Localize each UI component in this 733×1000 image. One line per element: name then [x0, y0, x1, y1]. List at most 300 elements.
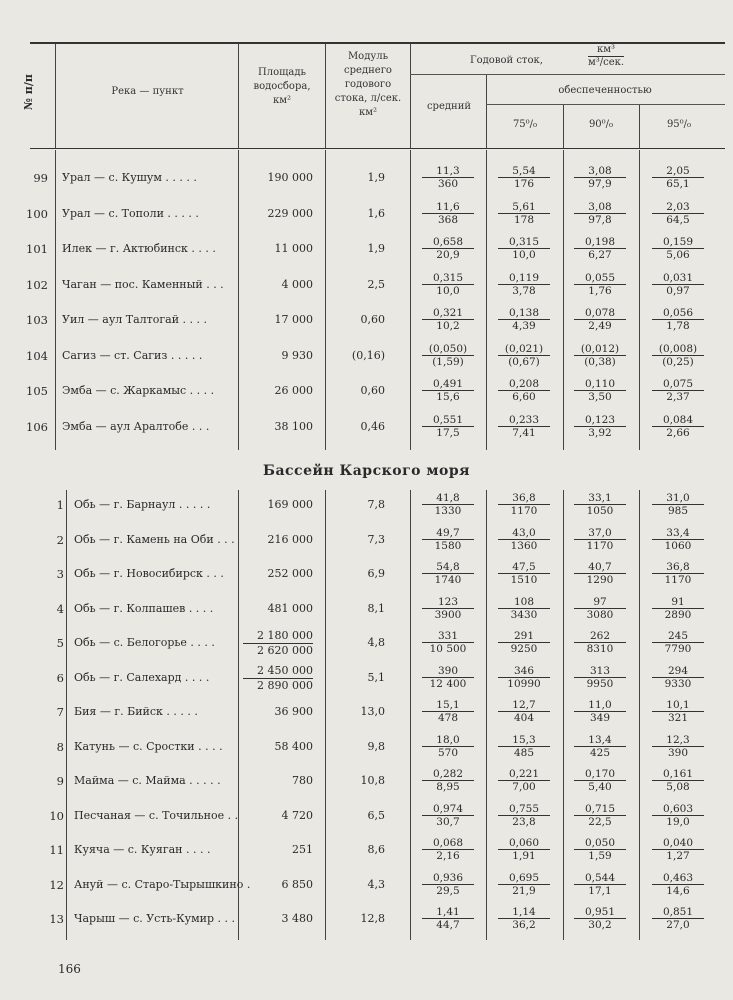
runoff-p90-km3: 0,110	[574, 378, 626, 391]
runoff-p75	[498, 272, 550, 297]
runoff-p75	[498, 201, 550, 226]
runoff-p75	[498, 343, 550, 368]
runoff-p75-km3: 1,14	[498, 906, 550, 919]
runoff-p95	[652, 872, 704, 897]
catchment-area: 481 000	[267, 601, 313, 615]
runoff-modulus: 1,9	[367, 171, 385, 184]
river-station: Песчаная — с. Точильное . .	[74, 808, 239, 822]
runoff-p90-m3s: 425	[589, 746, 611, 759]
runoff-p95-m3s: 27,0	[666, 919, 690, 931]
row-number: 10	[49, 808, 64, 823]
runoff-mean-m3s: 2,16	[436, 850, 460, 862]
runoff-mean-m3s: 44,7	[436, 919, 460, 931]
runoff-p90-km3: 3,08	[574, 201, 626, 214]
runoff-p75-m3s: 485	[513, 746, 535, 759]
runoff-p75-km3: 47,5	[498, 561, 550, 574]
runoff-p75-km3: 0,755	[498, 803, 550, 816]
runoff-mean-m3s: 29,5	[436, 884, 460, 897]
runoff-mean-m3s: 30,7	[436, 815, 460, 828]
row-number: 13	[49, 912, 64, 926]
runoff-modulus: 7,3	[367, 532, 385, 546]
runoff-p75-m3s: 9250	[510, 643, 538, 655]
runoff-p95	[652, 803, 704, 828]
row-number: 3	[56, 567, 64, 581]
runoff-p90	[574, 492, 626, 517]
runoff-mean-km3: 0,068	[422, 837, 474, 850]
runoff-p75	[498, 414, 550, 439]
runoff-p75-km3: 291	[498, 630, 550, 643]
catchment-area: 11 000	[274, 242, 313, 255]
runoff-mean-m3s: 12 400	[429, 677, 467, 690]
runoff-mean-km3: 49,7	[422, 527, 474, 540]
runoff-mean	[422, 665, 474, 690]
runoff-mean	[422, 236, 474, 261]
runoff-modulus: 0,60	[360, 313, 385, 326]
runoff-p75	[498, 561, 550, 586]
runoff-mean	[422, 527, 474, 552]
catchment-area-1: 2 450 000	[257, 663, 313, 677]
header-p75: 75⁰/₀	[512, 119, 538, 130]
runoff-p95-km3: 0,603	[652, 803, 704, 816]
table-row	[0, 412, 733, 448]
table-row	[0, 835, 733, 871]
runoff-p90-m3s: 3080	[586, 608, 614, 621]
runoff-p75-m3s: 7,41	[512, 426, 536, 439]
runoff-p90-m3s: 5,40	[588, 781, 612, 793]
runoff-p75-m3s: 10990	[507, 677, 541, 690]
runoff-p95-m3s: 1,27	[666, 850, 690, 862]
runoff-p75-km3: 0,060	[498, 837, 550, 850]
runoff-p95-m3s: 1060	[664, 539, 692, 552]
runoff-mean-km3: 11,6	[422, 201, 474, 214]
runoff-p90-m3s: 3,50	[588, 391, 612, 403]
row-number: 101	[26, 242, 48, 256]
runoff-modulus: 13,0	[360, 705, 385, 718]
runoff-mean	[422, 596, 474, 621]
runoff-modulus: 1,6	[367, 206, 385, 220]
table-row	[0, 697, 733, 733]
runoff-mean	[422, 803, 474, 828]
runoff-p95-km3: 2,05	[652, 165, 704, 178]
runoff-p75	[498, 803, 550, 828]
runoff-p75-km3: 0,208	[498, 378, 550, 391]
runoff-p90	[574, 596, 626, 621]
catchment-area	[243, 629, 313, 658]
runoff-p95-m3s: 390	[667, 746, 689, 759]
river-station: Катунь — с. Сростки . . . .	[74, 739, 223, 753]
runoff-p95	[652, 201, 704, 226]
runoff-p90	[574, 837, 626, 862]
header-runoff-unit	[588, 44, 624, 69]
col-divider	[410, 44, 411, 148]
runoff-mean-m3s: 1580	[434, 539, 462, 552]
row-number: 99	[33, 171, 48, 185]
catchment-area: 58 400	[274, 739, 313, 753]
runoff-mean-km3: 18,0	[422, 734, 474, 747]
header-bottom-rule	[30, 148, 725, 149]
runoff-p95-km3: 0,463	[652, 872, 704, 885]
runoff-mean-km3: 0,551	[422, 414, 474, 427]
runoff-p90-m3s: 17,1	[588, 884, 612, 897]
runoff-mean-m3s: 15,6	[436, 391, 460, 403]
table-row	[0, 801, 733, 837]
runoff-mean-km3: 331	[422, 630, 474, 643]
row-number: 12	[49, 877, 64, 892]
row-number: 104	[26, 348, 48, 363]
runoff-p75-m3s: 1360	[510, 539, 538, 552]
catchment-area: 169 000	[267, 498, 313, 511]
river-station: Обь — г. Колпашев . . . .	[74, 601, 214, 615]
runoff-mean-m3s: 570	[437, 746, 459, 759]
runoff-modulus: 0,60	[360, 384, 385, 397]
runoff-p95	[652, 165, 704, 190]
runoff-p90-m3s: 1,76	[588, 284, 612, 297]
runoff-mean-m3s: 478	[437, 712, 459, 724]
table-row	[0, 559, 733, 595]
col-divider	[563, 104, 564, 148]
runoff-p90-m3s: 22,5	[588, 815, 612, 828]
runoff-p95	[652, 699, 704, 724]
page-number: 166	[58, 962, 81, 976]
runoff-p90-m3s: 97,8	[588, 213, 612, 226]
runoff-p90-m3s: 6,27	[588, 249, 612, 261]
runoff-p90-km3: 0,951	[574, 906, 626, 919]
runoff-p95-m3s: 985	[667, 505, 689, 517]
runoff-mean	[422, 165, 474, 190]
runoff-p95-km3: 245	[652, 630, 704, 643]
runoff-p75-m3s: 6,60	[512, 391, 536, 403]
runoff-p95	[652, 665, 704, 690]
runoff-p95	[652, 378, 704, 403]
runoff-p95-m3s: 64,5	[666, 213, 690, 226]
row-number: 102	[26, 277, 48, 292]
runoff-p90	[574, 665, 626, 690]
row-number: 4	[56, 601, 64, 616]
table-row	[0, 766, 733, 802]
runoff-p90-km3: 97	[574, 596, 626, 609]
runoff-mean-m3s: 10,0	[436, 284, 460, 297]
runoff-p90	[574, 734, 626, 759]
runoff-mean-km3: 0,936	[422, 872, 474, 885]
runoff-p95	[652, 734, 704, 759]
runoff-mean-km3: 15,1	[422, 699, 474, 712]
catchment-area: 36 900	[274, 705, 313, 718]
runoff-p75-km3: 108	[498, 596, 550, 609]
runoff-mean-km3: 0,282	[422, 768, 474, 781]
catchment-area: 780	[292, 774, 313, 787]
runoff-p75	[498, 165, 550, 190]
runoff-p95	[652, 307, 704, 332]
runoff-modulus: 5,1	[367, 670, 385, 684]
runoff-p95	[652, 236, 704, 261]
runoff-p95-m3s: 0,97	[666, 284, 690, 297]
runoff-p95-m3s: 14,6	[666, 884, 690, 897]
runoff-p90	[574, 561, 626, 586]
runoff-mean	[422, 837, 474, 862]
runoff-mean	[422, 734, 474, 759]
runoff-p75	[498, 307, 550, 332]
table-row	[0, 594, 733, 630]
runoff-mean-km3: (0,050)	[422, 343, 474, 356]
runoff-p90-km3: 0,055	[574, 272, 626, 285]
runoff-p90	[574, 906, 626, 931]
runoff-p90	[574, 307, 626, 332]
runoff-p75	[498, 906, 550, 931]
runoff-p90-km3: 3,08	[574, 165, 626, 178]
runoff-mean	[422, 201, 474, 226]
runoff-p95-km3: 294	[652, 665, 704, 678]
header-prob: обеспеченностью	[558, 85, 652, 96]
runoff-p90	[574, 768, 626, 793]
runoff-p75-m3s: 23,8	[512, 815, 536, 828]
runoff-p90-km3: 0,715	[574, 803, 626, 816]
runoff-p75	[498, 527, 550, 552]
runoff-p95	[652, 596, 704, 621]
runoff-p75-km3: 0,119	[498, 272, 550, 285]
runoff-mean-km3: 11,3	[422, 165, 474, 178]
runoff-mean	[422, 307, 474, 332]
runoff-p75	[498, 665, 550, 690]
river-station: Обь — г. Новосибирск . . .	[74, 567, 224, 580]
row-number: 5	[56, 636, 64, 650]
runoff-p90-km3: 0,198	[574, 236, 626, 249]
river-station: Обь — с. Белогорье . . . .	[74, 636, 215, 649]
runoff-p90-km3: (0,012)	[574, 343, 626, 356]
runoff-mean-km3: 54,8	[422, 561, 474, 574]
row-number: 7	[56, 705, 64, 719]
runoff-p75-m3s: 1510	[510, 574, 538, 586]
runoff-mean-km3: 0,321	[422, 307, 474, 320]
table-row	[0, 904, 733, 940]
catchment-area: 38 100	[274, 419, 313, 433]
runoff-p95	[652, 272, 704, 297]
runoff-modulus: 12,8	[360, 912, 385, 925]
row-number: 103	[26, 313, 48, 327]
runoff-mean-km3: 0,491	[422, 378, 474, 391]
runoff-p75-m3s: 1,91	[512, 850, 536, 862]
runoff-p95-km3: 0,161	[652, 768, 704, 781]
runoff-p95-km3: 12,3	[652, 734, 704, 747]
header-num: № п/п	[22, 74, 35, 110]
runoff-mean-km3: 0,658	[422, 236, 474, 249]
catchment-area: 17 000	[274, 313, 313, 326]
table-row	[0, 163, 733, 199]
runoff-p90	[574, 236, 626, 261]
runoff-p75-m3s: (0,67)	[508, 355, 540, 368]
runoff-p75-m3s: 178	[513, 213, 535, 226]
runoff-p90	[574, 272, 626, 297]
river-station: Ануй — с. Старо-Тырышкино .	[74, 877, 251, 891]
runoff-p75-m3s: 4,39	[512, 320, 536, 332]
table-row	[0, 732, 733, 768]
runoff-p75-m3s: 3430	[510, 608, 538, 621]
river-station: Майма — с. Майма . . . . .	[74, 774, 221, 787]
header-river: Река — пункт	[111, 86, 184, 97]
runoff-modulus: 2,5	[367, 277, 385, 291]
runoff-p95-km3: 36,8	[652, 561, 704, 574]
runoff-p95-m3s: 5,06	[666, 249, 690, 261]
runoff-p95-km3: 0,040	[652, 837, 704, 850]
runoff-p95-m3s: 65,1	[666, 178, 690, 190]
table-row	[0, 234, 733, 270]
runoff-p90	[574, 630, 626, 655]
catchment-area: 251	[292, 843, 313, 856]
runoff-mean-m3s: 368	[437, 213, 459, 226]
row-number: 2	[56, 532, 64, 547]
table-row	[0, 525, 733, 561]
runoff-p75-km3: 0,695	[498, 872, 550, 885]
runoff-p75-km3: 5,61	[498, 201, 550, 214]
row-number: 1	[56, 498, 64, 512]
runoff-p90-m3s: (0,38)	[584, 355, 616, 368]
col-divider	[639, 104, 640, 148]
runoff-p75-km3: 5,54	[498, 165, 550, 178]
runoff-p95-m3s: 1,78	[666, 320, 690, 332]
row-number: 8	[56, 739, 64, 754]
header-mean: средний	[426, 101, 472, 112]
runoff-p75	[498, 699, 550, 724]
river-station: Уил — аул Талтогай . . . .	[62, 313, 207, 326]
runoff-p90-km3: 0,170	[574, 768, 626, 781]
runoff-p90-km3: 37,0	[574, 527, 626, 540]
catchment-area-2: 2 890 000	[243, 678, 313, 693]
runoff-mean-m3s: 1330	[434, 505, 462, 517]
runoff-p75-km3: 12,7	[498, 699, 550, 712]
river-station: Чарыш — с. Усть-Кумир . . .	[74, 912, 236, 925]
runoff-p95-km3: 10,1	[652, 699, 704, 712]
runoff-p95-m3s: 2890	[664, 608, 692, 621]
runoff-p90-m3s: 349	[589, 712, 611, 724]
runoff-p90	[574, 414, 626, 439]
runoff-p75-m3s: 21,9	[512, 884, 536, 897]
runoff-mean	[422, 492, 474, 517]
runoff-p90-m3s: 97,9	[588, 178, 612, 190]
runoff-mean-m3s: 17,5	[436, 426, 460, 439]
river-station: Обь — г. Камень на Оби . . .	[74, 532, 235, 546]
col-divider	[55, 44, 56, 148]
catchment-area: 190 000	[267, 171, 313, 184]
runoff-p95-km3: 0,084	[652, 414, 704, 427]
catchment-area: 4 000	[281, 277, 313, 291]
runoff-modulus: 0,46	[360, 419, 385, 433]
catchment-area: 6 850	[281, 877, 313, 891]
header-area: Площадь водосбора, км²	[253, 67, 311, 106]
runoff-p90-m3s: 3,92	[588, 426, 612, 439]
runoff-p95-km3: 0,159	[652, 236, 704, 249]
runoff-p75	[498, 734, 550, 759]
runoff-p90-m3s: 1290	[586, 574, 614, 586]
runoff-mean	[422, 414, 474, 439]
runoff-p95	[652, 343, 704, 368]
runoff-p75-m3s: 176	[513, 178, 535, 190]
catchment-area-2: 2 620 000	[243, 643, 313, 658]
runoff-p90-km3: 262	[574, 630, 626, 643]
catchment-area-1: 2 180 000	[257, 629, 313, 642]
runoff-p75	[498, 872, 550, 897]
row-number: 100	[26, 206, 48, 221]
row-number: 6	[56, 670, 64, 685]
runoff-mean	[422, 906, 474, 931]
runoff-p75-km3: 0,315	[498, 236, 550, 249]
runoff-mean-km3: 0,315	[422, 272, 474, 285]
runoff-p75-m3s: 7,00	[512, 781, 536, 793]
runoff-p90-km3: 0,078	[574, 307, 626, 320]
row-number: 9	[56, 774, 64, 788]
runoff-p75-m3s: 36,2	[512, 919, 536, 931]
river-station: Обь — г. Барнаул . . . . .	[74, 498, 211, 511]
runoff-p90	[574, 527, 626, 552]
runoff-p75-m3s: 1170	[510, 505, 538, 517]
runoff-p95	[652, 414, 704, 439]
runoff-p95-m3s: 19,0	[666, 815, 690, 828]
runoff-p95-m3s: 5,08	[666, 781, 690, 793]
runoff-mean-m3s: 8,95	[436, 781, 460, 793]
runoff-p95-m3s: 2,66	[666, 426, 690, 439]
runoff-modulus: 9,8	[367, 739, 385, 753]
catchment-area: 26 000	[274, 384, 313, 397]
runoff-p95-km3: 91	[652, 596, 704, 609]
row-number: 106	[26, 419, 48, 434]
river-station: Бия — г. Бийск . . . . .	[74, 705, 198, 718]
runoff-mean-km3: 0,974	[422, 803, 474, 816]
river-station: Куяча — с. Куяган . . . .	[74, 843, 211, 856]
runoff-modulus: 1,9	[367, 242, 385, 255]
col-divider	[486, 75, 487, 148]
runoff-p75-m3s: 10,0	[512, 249, 536, 261]
runoff-p75-km3: 43,0	[498, 527, 550, 540]
runoff-mean-m3s: 20,9	[436, 249, 460, 261]
header-runoff-unit-bottom: м³/сек.	[588, 57, 625, 68]
runoff-p95	[652, 527, 704, 552]
header-subrule	[486, 104, 725, 105]
runoff-p95	[652, 837, 704, 862]
runoff-p95-km3: 33,4	[652, 527, 704, 540]
runoff-p90-m3s: 30,2	[588, 919, 612, 931]
row-number: 11	[49, 843, 64, 857]
runoff-mean-m3s: 360	[437, 178, 459, 190]
runoff-mean	[422, 272, 474, 297]
header-runoff	[440, 44, 700, 78]
runoff-p90-km3: 0,050	[574, 837, 626, 850]
runoff-mean	[422, 630, 474, 655]
runoff-p90	[574, 378, 626, 403]
runoff-p90-m3s: 1,59	[588, 850, 612, 862]
runoff-p90-m3s: 1170	[586, 539, 614, 552]
runoff-p75-km3: 0,233	[498, 414, 550, 427]
runoff-p90-km3: 0,123	[574, 414, 626, 427]
runoff-p75-km3: 15,3	[498, 734, 550, 747]
runoff-p90-km3: 11,0	[574, 699, 626, 712]
runoff-p75-km3: 36,8	[498, 492, 550, 505]
table-row	[0, 490, 733, 526]
table-row	[0, 663, 733, 699]
runoff-mean-km3: 1,41	[422, 906, 474, 919]
runoff-mean	[422, 699, 474, 724]
runoff-p75	[498, 236, 550, 261]
runoff-p75-m3s: 404	[513, 712, 535, 724]
row-number: 105	[26, 384, 48, 398]
runoff-p75-km3: 0,221	[498, 768, 550, 781]
runoff-p90	[574, 803, 626, 828]
catchment-area	[243, 664, 313, 693]
catchment-area: 4 720	[281, 808, 313, 822]
runoff-p75-km3: 0,138	[498, 307, 550, 320]
header-runoff-label: Годовой сток,	[470, 55, 543, 66]
catchment-area: 252 000	[267, 567, 313, 580]
runoff-p75	[498, 630, 550, 655]
river-station: Чаган — пос. Каменный . . .	[62, 277, 224, 291]
runoff-p95-km3: 0,075	[652, 378, 704, 391]
